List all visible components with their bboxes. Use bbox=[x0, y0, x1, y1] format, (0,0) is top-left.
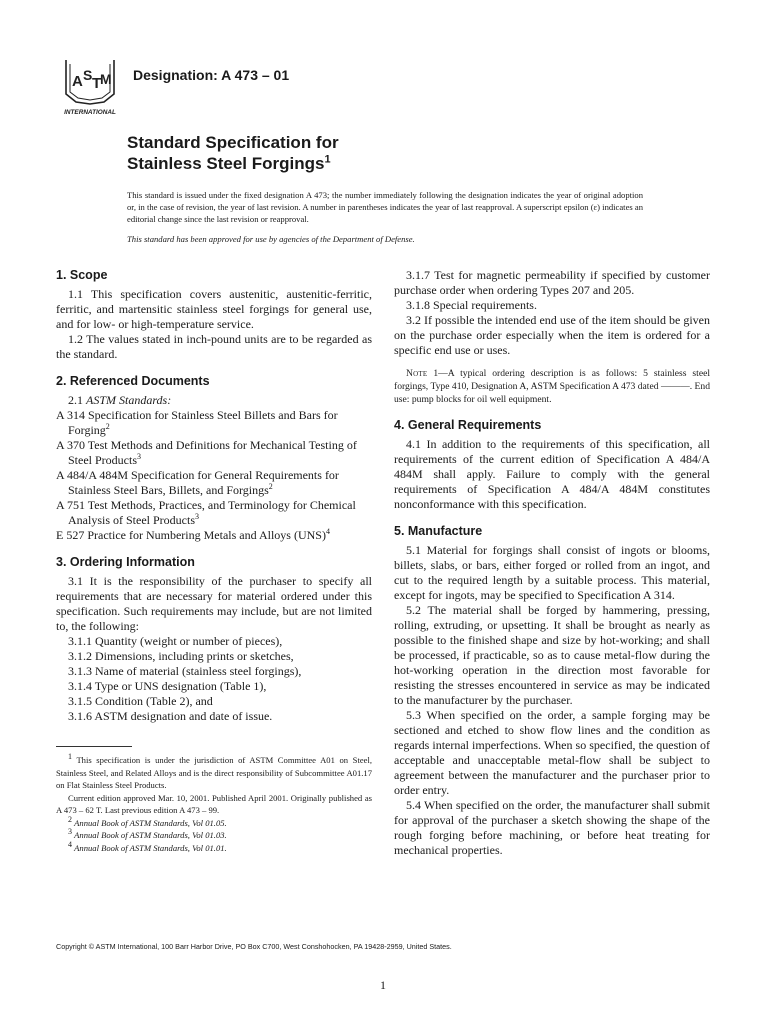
svg-text:M: M bbox=[100, 71, 112, 87]
paragraph-1-1: 1.1 This specification covers austenitic, austenitic-ferritic, ferritic, and martensitic stainless steel forgings for general use, and for low- or high-temperature service. bbox=[56, 287, 372, 331]
list-item: 3.1.7 Test for magnetic permeability if specified by customer purchase order when ordering Types 207 and 205. bbox=[394, 268, 710, 297]
reference-item: A 751 Test Methods, Practices, and Terminology for Chemical Analysis of Steel Products$^3$ bbox=[56, 498, 356, 527]
list-item: 3.1.8 Special requirements. bbox=[406, 298, 537, 312]
reference-item: E 527 Practice for Numbering Metals and Alloys (UNS)$^4$ bbox=[56, 527, 330, 542]
section-ordering-heading: 3. Ordering Information bbox=[56, 555, 195, 569]
footnote-divider bbox=[56, 746, 132, 747]
designation: Designation: A 473 – 01 bbox=[133, 67, 290, 83]
title-line-1: Standard Specification for bbox=[127, 133, 339, 152]
footnote-1: $^1$ This specification is under the jurisdiction of ASTM Committee A01 on Steel, Stainless Steel, and Related Alloys and is the direct responsibility of Subcommittee A01.17 on Flat Stainless Steel Products. bbox=[56, 752, 372, 790]
list-item: 3.1.2 Dimensions, including prints or sketches, bbox=[68, 649, 294, 663]
section-scope-heading: 1. Scope bbox=[56, 268, 108, 282]
left-column bbox=[56, 268, 372, 724]
title-footnote-mark: 1 bbox=[324, 153, 331, 166]
list-item: 3.1.6 ASTM designation and date of issue. bbox=[68, 709, 273, 723]
svg-text:INTERNATIONAL: INTERNATIONAL bbox=[64, 109, 116, 116]
paragraph-4-1: 4.1 In addition to the requirements of this specification, all requirements of the current edition of Specification A 484/A 484M shall apply. Failure to comply with the general requirements of Specification A 484/A 484M constitutes nonconformance with this specification. bbox=[394, 437, 710, 511]
svg-text:S: S bbox=[83, 67, 93, 83]
reference-item: A 484/A 484M Specification for General Requirements for Stainless Steel Bars, Billets, and Forgings$^2$ bbox=[56, 468, 339, 497]
footnote-3: $^3$ Annual Book of ASTM Standards, Vol 01.03. bbox=[68, 827, 227, 840]
title-line-2: Stainless Steel Forgings$^1$ bbox=[127, 153, 331, 173]
list-item: 3.1.5 Condition (Table 2), and bbox=[68, 694, 213, 708]
reference-item: A 370 Test Methods and Definitions for Mechanical Testing of Steel Products$^3$ bbox=[56, 438, 357, 467]
svg-text:A: A bbox=[72, 73, 83, 90]
list-item: 3.1.1 Quantity (weight or number of pieces), bbox=[68, 634, 283, 648]
copyright-notice: Copyright © ASTM International, 100 Barr Harbor Drive, PO Box C700, West Conshohocken, PA 19428-2959, United States. bbox=[56, 942, 452, 951]
section-manufacture-heading: 5. Manufacture bbox=[394, 524, 483, 538]
paragraph-2-1: 2.1 ASTM Standards: bbox=[68, 393, 172, 407]
list-item: 3.1.4 Type or UNS designation (Table 1), bbox=[68, 679, 267, 693]
svg-text:T: T bbox=[92, 75, 102, 92]
right-column bbox=[394, 268, 710, 858]
reference-item: A 314 Specification for Stainless Steel Billets and Bars for Forging$^2$ bbox=[56, 408, 338, 437]
paragraph-3-1: 3.1 It is the responsibility of the purchaser to specify all requirements that are necessary for material ordered under this specification. Such requirements may include, but are not limited to, the following: bbox=[56, 574, 372, 633]
footnote-1-continued: Current edition approved Mar. 10, 2001. Published April 2001. Originally published as A 473 – 62 T. Last previous edition A 473 – 99. bbox=[56, 792, 372, 815]
astm-logo bbox=[56, 54, 124, 116]
paragraph-5-2: 5.2 The material shall be forged by hammering, pressing, rolling, extruding, or upsetting. It shall be brought as nearly as possible to the finished shape and size by hot-working; and shall be processed, if practicable, so as to cause metal-flow during the hot-working operation in the direction most favorable for resisting the stresses encountered in service as may be indicated to the manufacturer by the purchaser. bbox=[394, 603, 710, 707]
paragraph-1-2: 1.2 The values stated in inch-pound units are to be regarded as the standard. bbox=[56, 332, 372, 361]
section-referenced-heading: 2. Referenced Documents bbox=[56, 374, 210, 388]
paragraph-5-3: 5.3 When specified on the order, a sample forging may be sectioned and etched to show flow lines and the condition as regards internal imperfections. When so specified, the question of acceptable and unacceptable metal-flow shall be subject to agreement between the manufacturer and the purchaser prior to order entry. bbox=[394, 708, 710, 797]
paragraph-5-1: 5.1 Material for forgings shall consist of ingots or blooms, billets, slabs, or bars, either forged or rolled from an ingot, and cut to the required length by a suitable process. This material, except for ingots, may be specified to Specification A 314. bbox=[394, 543, 710, 602]
list-item: 3.1.3 Name of material (stainless steel forgings), bbox=[68, 664, 302, 678]
paragraph-3-2: 3.2 If possible the intended end use of the item should be given on the purchase order especially when the item is ordered for a specific end use or uses. bbox=[394, 313, 710, 357]
approval-note: This standard has been approved for use by agencies of the Department of Defense. bbox=[127, 234, 415, 244]
issuance-note: This standard is issued under the fixed designation A 473; the number immediately following the designation indicates the year of original adoption or, in the case of revision, the year of last revision. A number in parentheses indicates the year of last reapproval. A superscript epsilon (ε) indicates an editorial change since the last revision or reapproval. bbox=[127, 190, 643, 224]
note-1: Note 1—A typical ordering description is as follows: 5 stainless steel forgings, Type 410, Designation A, ASTM Specification A 473 dated ———. End use: pump blocks for oil well equipment. bbox=[394, 368, 710, 405]
document-title bbox=[127, 132, 339, 174]
paragraph-5-4: 5.4 When specified on the order, the manufacturer shall submit for approval of the purchaser a sketch showing the shape of the rough forging before machining, or before heat treating for mechanical properties. bbox=[394, 798, 710, 857]
page-number: 1 bbox=[380, 978, 386, 992]
footnotes bbox=[56, 754, 372, 854]
section-general-heading: 4. General Requirements bbox=[394, 418, 542, 432]
footnote-4: $^4$ Annual Book of ASTM Standards, Vol 01.01. bbox=[68, 839, 227, 853]
footnote-2: $^2$ Annual Book of ASTM Standards, Vol 01.05. bbox=[68, 814, 227, 828]
